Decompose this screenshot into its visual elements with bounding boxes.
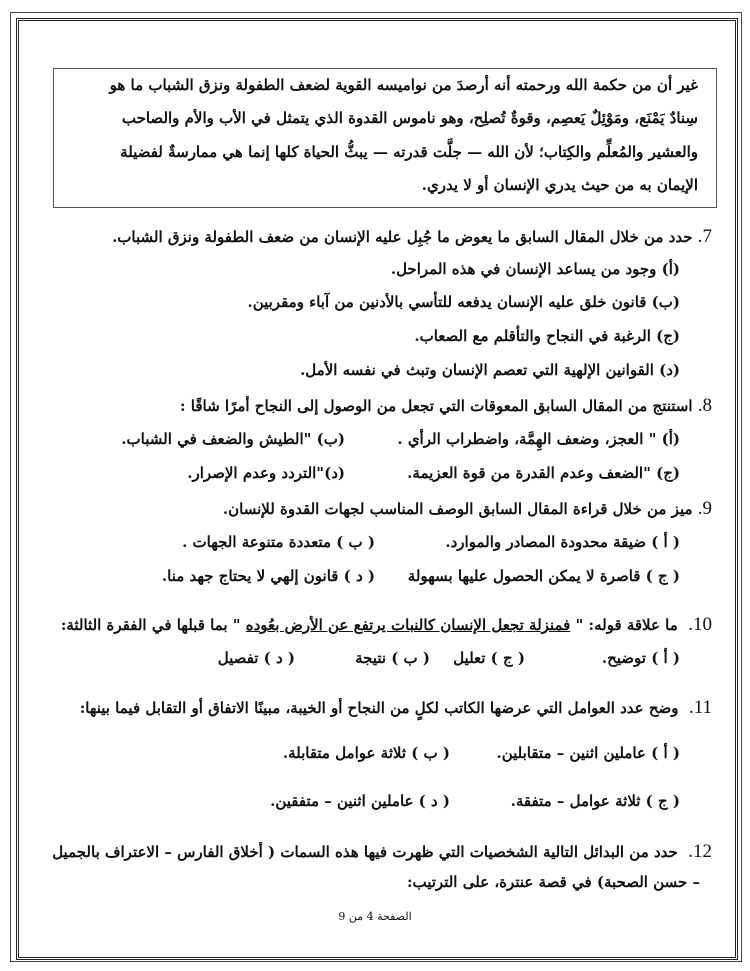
question-10: 10. ما علاقة قوله: " فمنزلة تجعل الإنسان كالنبات يرتفع عن الأرض بعُوده " بما قبلها في الفقرة الثالثة: (60, 614, 712, 635)
q7-option-b[interactable]: (ب) قانون خلق عليه الإنسان يدفعه للتأسي بالأدنين من آباء ومقربين. (247, 293, 680, 311)
q10-option-a[interactable]: ( أ ) توضيح. (601, 649, 680, 667)
q9-option-c[interactable]: ( ج ) قاصرة لا يمكن الحصول عليها بسهولة (407, 567, 680, 585)
q11-option-a[interactable]: ( أ ) عاملين اثنين – متقابلين. (496, 744, 680, 762)
q9-option-b[interactable]: ( ب ) متعددة متنوعة الجهات . (182, 533, 375, 551)
q9-option-a[interactable]: ( أ ) ضيقة محدودة المصادر والموارد. (445, 533, 680, 551)
question-7: 7. حدد من خلال المقال السابق ما يعوض ما جُبِل عليه الإنسان من ضعف الطفولة ونزق الشباب. (112, 226, 712, 247)
passage-line: سِنادٌ يَمْنَع، ومَوْئِلٌ يَعصِم، وقوةٌ تُصلِح، وهو ناموس القدوة الذي يتمثل في الأب والأم والصاحب (121, 109, 698, 127)
q7-option-a[interactable]: (أ) وجود من يساعد الإنسان في هذه المراحل. (390, 260, 680, 278)
q10-option-d[interactable]: ( د ) تفصيل (217, 649, 295, 667)
q7-option-c[interactable]: (ج) الرغبة في النجاح والتأقلم مع الصعاب. (414, 327, 680, 345)
question-11: 11. وضح عدد العوامل التي عرضها الكاتب لكلٍ من النجاح أو الخيبة، مبينًا الاتفاق أو التقابل فيما بينها: (79, 697, 712, 718)
q10-option-b[interactable]: ( ب ) نتيجة (355, 649, 430, 667)
q10-option-c[interactable]: ( ج ) تعليل (453, 649, 525, 667)
q8-option-c[interactable]: (ج) "الضعف وعدم القدرة من قوة العزيمة. (407, 464, 680, 482)
passage-line: الإيمان به من حيث يدري الإنسان أو لا يدري. (421, 176, 698, 194)
q8-option-a[interactable]: (أ) " العجز، وضعف الهِمَّة، واضطراب الرأي . (397, 430, 680, 448)
quoted-phrase: فمنزلة تجعل الإنسان كالنبات يرتفع عن الأرض بعُوده (245, 616, 571, 634)
q11-option-d[interactable]: ( د ) عاملين اثنين – متفقين. (270, 792, 450, 810)
q11-option-b[interactable]: ( ب ) ثلاثة عوامل متقابلة. (282, 744, 450, 762)
passage-line: والعشير والمُعلِّم والكِتاب؛ لأن الله — جلَّت قدرته — يبثُّ الحياة كلها إنما هي ممارسةٌ لفضيلة (120, 143, 698, 161)
question-12: 12. حدد من البدائل التالية الشخصيات التي ظهرت فيها هذه السمات ( أخلاق الفارس – الاعتراف بالجميل (52, 841, 712, 862)
question-12-continued: – حسن الصحبة) في قصة عنترة، على الترتيب: (406, 873, 700, 891)
q11-option-c[interactable]: ( ج ) ثلاثة عوامل – متفقة. (510, 792, 680, 810)
question-9: 9. ميز من خلال قراءة المقال السابق الوصف المناسب لجهات القدوة للإنسان. (222, 498, 712, 519)
q7-option-d[interactable]: (د) القوانين الإلهية التي تعصم الإنسان وتبث في نفسه الأمل. (300, 361, 680, 379)
q9-option-d[interactable]: ( د ) قانون إلهي لا يحتاج جهد منا. (161, 567, 375, 585)
passage-line: غير أن من حكمة الله ورحمته أنه أرصدَ من نواميسه القوية لضعف الطفولة ونزق الشباب ما هو (109, 76, 698, 94)
question-8: 8. استنتج من المقال السابق المعوقات التي تجعل من الوصول إلى النجاح أمرًا شاقًا : (180, 395, 712, 416)
page-number: الصفحة 4 من 9 (338, 910, 412, 923)
q8-option-d[interactable]: (د)"التردد وعدم الإصرار. (187, 464, 345, 482)
q8-option-b[interactable]: (ب) "الطيش والضعف في الشباب. (121, 430, 345, 448)
